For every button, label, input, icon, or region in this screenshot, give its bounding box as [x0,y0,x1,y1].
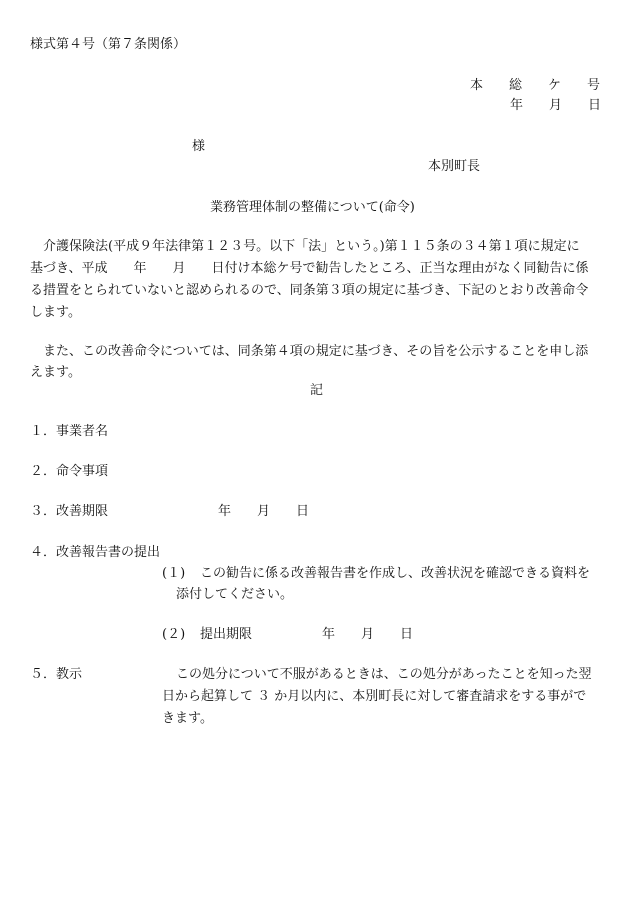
item-4-sub-2-number: (２) [162,627,186,642]
sender-name: 本別町長 [428,159,481,174]
body-paragraph-1-line-3: る措置をとられていないと認められるので、同条第３項の規定に基づき、下記のとおり改善命令 [30,283,589,298]
item-5-line-2: 日から起算して ３ か月以内に、本別町長に対して審査請求をする事がで [162,689,587,704]
ki-heading: 記 [310,383,324,398]
body-paragraph-2-line-2: えます。 [30,365,81,380]
body-paragraph-2-line-1: また、この改善命令については、同条第４項の規定に基づき、その旨を公示することを申し添 [43,344,589,359]
item-5-line-3: きます。 [162,711,213,726]
item-1-business-name: １．事業者名 [30,424,109,439]
item-2-order-details: ２．命令事項 [30,464,109,479]
item-3-deadline-date: 年 月 日 [218,504,310,519]
item-4-sub-2-label: 提出期限 [200,627,253,642]
body-paragraph-1-line-4: します。 [30,305,81,320]
document-number: 本 総 ケ 号 [470,78,601,93]
body-paragraph-1-line-1: 介護保険法(平成９年法律第１２３号。以下「法」という。)第１１５条の３４第１項に規定に [43,239,580,254]
item-4-report-submission: ４．改善報告書の提出 [30,545,161,560]
recipient-label: 様 [192,139,206,154]
item-5-instruction-label: ５．教示 [30,667,83,682]
item-4-sub-1-line-1: この勧告に係る改善報告書を作成し、改善状況を確認できる資料を [200,566,591,581]
document-date: 年 月 日 [510,98,602,113]
item-4-sub-2-date: 年 月 日 [322,627,414,642]
item-5-line-1: この処分について不服があるときは、この処分があったことを知った翌 [176,667,592,682]
document-title: 業務管理体制の整備について(命令) [210,200,415,215]
item-3-deadline-label: ３．改善期限 [30,504,109,519]
item-4-sub-1-line-2: 添付してください。 [176,587,294,602]
form-label: 様式第４号（第７条関係） [30,37,187,52]
item-4-sub-1-number: (１) [162,566,186,581]
body-paragraph-1-line-2: 基づき、平成 年 月 日付け本総ケ号で勧告したところ、正当な理由がなく同勧告に係 [30,261,589,276]
